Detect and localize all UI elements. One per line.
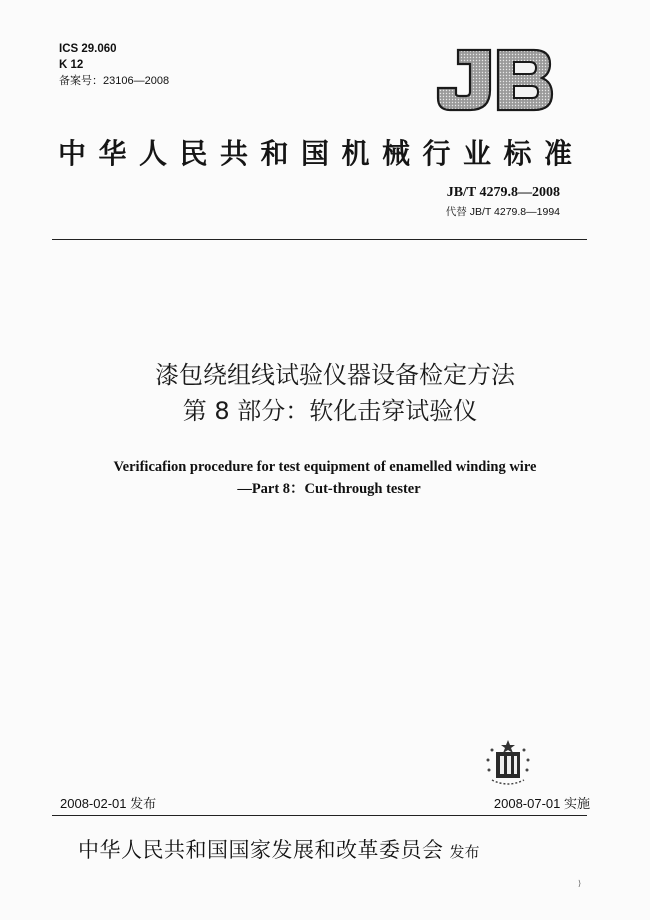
publisher-action: 发布 xyxy=(449,843,480,861)
english-title xyxy=(0,456,650,500)
classification-block xyxy=(59,41,169,89)
implementation-date: 2008-07-01 实施 xyxy=(493,796,590,811)
publisher-emblem-icon xyxy=(478,736,540,788)
english-title-line-1: Verificafion procedure for test equipment of enamelled winding wire xyxy=(113,459,537,475)
chinese-title-line-1: 漆包绕组线试验仪器设备检定方法 xyxy=(155,361,515,389)
ics-code: ICS 29.060 xyxy=(59,43,117,55)
bottom-rule xyxy=(52,815,587,816)
top-rule xyxy=(52,239,587,240)
chinese-title xyxy=(0,357,650,429)
jb-logo xyxy=(436,44,554,116)
record-number: 备案号：23106—2008 xyxy=(59,75,170,87)
english-title-line-2: —Part 8：Cut-through tester xyxy=(237,481,421,497)
issue-date: 2008-02-01 发布 xyxy=(60,796,157,811)
corner-mark: ⟩ xyxy=(578,879,582,888)
chinese-title-line-2: 第 8 部分：软化击穿试验仪 xyxy=(182,397,478,425)
industry-standard-title: 中华人民共和国机械行业标准 xyxy=(58,137,585,170)
publisher-name: 中华人民共和国国家发展和改革委员会 xyxy=(78,838,444,862)
publisher-line xyxy=(78,834,480,864)
standard-number: JB/T 4279.8—2008 xyxy=(446,185,560,200)
replaced-standard: 代替 JB/T 4279.8—1994 xyxy=(445,206,560,218)
classification-code: K 12 xyxy=(59,59,84,71)
